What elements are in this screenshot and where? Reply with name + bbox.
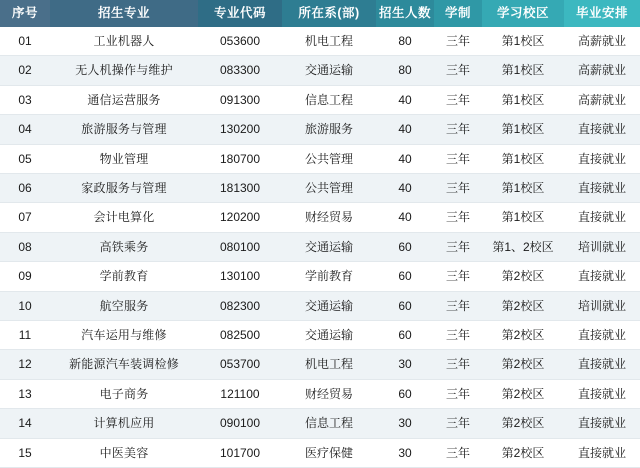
cell-job: 直接就业 xyxy=(564,321,640,350)
cell-no: 15 xyxy=(0,438,50,467)
cell-no: 05 xyxy=(0,144,50,173)
cell-major: 航空服务 xyxy=(50,291,198,320)
cell-dept: 机电工程 xyxy=(282,350,376,379)
cell-years: 三年 xyxy=(434,409,482,438)
cell-dept: 医疗保健 xyxy=(282,438,376,467)
cell-no: 13 xyxy=(0,379,50,408)
cell-dept: 交通运输 xyxy=(282,321,376,350)
cell-count: 40 xyxy=(376,174,434,203)
cell-campus: 第2校区 xyxy=(482,438,564,467)
cell-job: 高薪就业 xyxy=(564,85,640,114)
table-header xyxy=(0,0,640,27)
cell-job: 直接就业 xyxy=(564,115,640,144)
cell-job: 直接就业 xyxy=(564,350,640,379)
cell-no: 10 xyxy=(0,291,50,320)
cell-major: 新能源汽车装调检修 xyxy=(50,350,198,379)
cell-years: 三年 xyxy=(434,144,482,173)
cell-count: 60 xyxy=(376,262,434,291)
table-row xyxy=(0,27,640,56)
cell-count: 60 xyxy=(376,291,434,320)
cell-major: 计算机应用 xyxy=(50,409,198,438)
cell-years: 三年 xyxy=(434,27,482,56)
table-row xyxy=(0,379,640,408)
cell-count: 30 xyxy=(376,350,434,379)
cell-campus: 第1校区 xyxy=(482,144,564,173)
cell-no: 01 xyxy=(0,27,50,56)
cell-code: 053600 xyxy=(198,27,282,56)
cell-major: 高铁乘务 xyxy=(50,232,198,261)
table-row xyxy=(0,262,640,291)
cell-job: 直接就业 xyxy=(564,144,640,173)
table-header-row xyxy=(0,0,640,27)
cell-years: 三年 xyxy=(434,379,482,408)
cell-code: 083300 xyxy=(198,56,282,85)
cell-dept: 财经贸易 xyxy=(282,203,376,232)
cell-no: 07 xyxy=(0,203,50,232)
cell-major: 通信运营服务 xyxy=(50,85,198,114)
cell-no: 09 xyxy=(0,262,50,291)
cell-campus: 第1、2校区 xyxy=(482,232,564,261)
cell-campus: 第1校区 xyxy=(482,85,564,114)
cell-no: 02 xyxy=(0,56,50,85)
cell-count: 40 xyxy=(376,144,434,173)
cell-job: 直接就业 xyxy=(564,174,640,203)
table-row xyxy=(0,56,640,85)
cell-campus: 第1校区 xyxy=(482,203,564,232)
cell-job: 高薪就业 xyxy=(564,56,640,85)
cell-major: 中医美容 xyxy=(50,438,198,467)
cell-years: 三年 xyxy=(434,115,482,144)
cell-years: 三年 xyxy=(434,203,482,232)
cell-count: 40 xyxy=(376,115,434,144)
cell-no: 08 xyxy=(0,232,50,261)
table-body xyxy=(0,27,640,468)
cell-job: 直接就业 xyxy=(564,438,640,467)
cell-code: 080100 xyxy=(198,232,282,261)
cell-campus: 第2校区 xyxy=(482,350,564,379)
cell-code: 120200 xyxy=(198,203,282,232)
cell-campus: 第1校区 xyxy=(482,115,564,144)
cell-major: 汽车运用与维修 xyxy=(50,321,198,350)
cell-major: 学前教育 xyxy=(50,262,198,291)
cell-dept: 信息工程 xyxy=(282,85,376,114)
table-row xyxy=(0,438,640,467)
cell-dept: 旅游服务 xyxy=(282,115,376,144)
cell-dept: 交通运输 xyxy=(282,291,376,320)
cell-campus: 第2校区 xyxy=(482,409,564,438)
cell-years: 三年 xyxy=(434,85,482,114)
cell-code: 090100 xyxy=(198,409,282,438)
table-row xyxy=(0,203,640,232)
cell-count: 80 xyxy=(376,56,434,85)
column-header-major: 招生专业 xyxy=(50,0,198,27)
column-header-no: 序号 xyxy=(0,0,50,27)
cell-no: 11 xyxy=(0,321,50,350)
cell-job: 高薪就业 xyxy=(564,27,640,56)
column-header-code: 专业代码 xyxy=(198,0,282,27)
cell-code: 101700 xyxy=(198,438,282,467)
cell-major: 会计电算化 xyxy=(50,203,198,232)
cell-years: 三年 xyxy=(434,232,482,261)
cell-count: 60 xyxy=(376,321,434,350)
cell-campus: 第2校区 xyxy=(482,291,564,320)
cell-no: 12 xyxy=(0,350,50,379)
cell-years: 三年 xyxy=(434,350,482,379)
cell-major: 物业管理 xyxy=(50,144,198,173)
cell-no: 03 xyxy=(0,85,50,114)
cell-dept: 交通运输 xyxy=(282,232,376,261)
cell-years: 三年 xyxy=(434,438,482,467)
cell-count: 30 xyxy=(376,438,434,467)
cell-count: 40 xyxy=(376,85,434,114)
cell-campus: 第2校区 xyxy=(482,321,564,350)
column-header-campus: 学习校区 xyxy=(482,0,564,27)
table-row xyxy=(0,174,640,203)
cell-code: 091300 xyxy=(198,85,282,114)
cell-job: 直接就业 xyxy=(564,203,640,232)
cell-code: 053700 xyxy=(198,350,282,379)
table-row xyxy=(0,144,640,173)
table-row xyxy=(0,85,640,114)
cell-code: 082300 xyxy=(198,291,282,320)
cell-job: 培训就业 xyxy=(564,232,640,261)
table-row xyxy=(0,291,640,320)
cell-dept: 财经贸易 xyxy=(282,379,376,408)
cell-code: 181300 xyxy=(198,174,282,203)
cell-major: 无人机操作与维护 xyxy=(50,56,198,85)
cell-years: 三年 xyxy=(434,174,482,203)
cell-campus: 第1校区 xyxy=(482,174,564,203)
cell-code: 180700 xyxy=(198,144,282,173)
table-row xyxy=(0,232,640,261)
cell-dept: 公共管理 xyxy=(282,144,376,173)
column-header-job: 毕业安排 xyxy=(564,0,640,27)
table-row xyxy=(0,409,640,438)
cell-job: 直接就业 xyxy=(564,409,640,438)
cell-campus: 第1校区 xyxy=(482,27,564,56)
cell-code: 130200 xyxy=(198,115,282,144)
cell-job: 直接就业 xyxy=(564,262,640,291)
cell-job: 直接就业 xyxy=(564,379,640,408)
cell-years: 三年 xyxy=(434,291,482,320)
cell-major: 家政服务与管理 xyxy=(50,174,198,203)
cell-campus: 第1校区 xyxy=(482,56,564,85)
cell-code: 130100 xyxy=(198,262,282,291)
cell-count: 60 xyxy=(376,232,434,261)
cell-years: 三年 xyxy=(434,321,482,350)
cell-dept: 公共管理 xyxy=(282,174,376,203)
cell-no: 06 xyxy=(0,174,50,203)
column-header-years: 学制 xyxy=(434,0,482,27)
table-row xyxy=(0,321,640,350)
cell-count: 40 xyxy=(376,203,434,232)
cell-years: 三年 xyxy=(434,262,482,291)
cell-major: 电子商务 xyxy=(50,379,198,408)
cell-count: 30 xyxy=(376,409,434,438)
cell-campus: 第2校区 xyxy=(482,379,564,408)
cell-count: 60 xyxy=(376,379,434,408)
cell-major: 旅游服务与管理 xyxy=(50,115,198,144)
cell-dept: 交通运输 xyxy=(282,56,376,85)
cell-dept: 机电工程 xyxy=(282,27,376,56)
table-row xyxy=(0,350,640,379)
cell-count: 80 xyxy=(376,27,434,56)
cell-major: 工业机器人 xyxy=(50,27,198,56)
cell-campus: 第2校区 xyxy=(482,262,564,291)
table-row xyxy=(0,115,640,144)
cell-code: 121100 xyxy=(198,379,282,408)
cell-dept: 信息工程 xyxy=(282,409,376,438)
cell-years: 三年 xyxy=(434,56,482,85)
column-header-count: 招生人数 xyxy=(376,0,434,27)
cell-job: 培训就业 xyxy=(564,291,640,320)
cell-dept: 学前教育 xyxy=(282,262,376,291)
column-header-dept: 所在系(部) xyxy=(282,0,376,27)
cell-code: 082500 xyxy=(198,321,282,350)
cell-no: 04 xyxy=(0,115,50,144)
cell-no: 14 xyxy=(0,409,50,438)
